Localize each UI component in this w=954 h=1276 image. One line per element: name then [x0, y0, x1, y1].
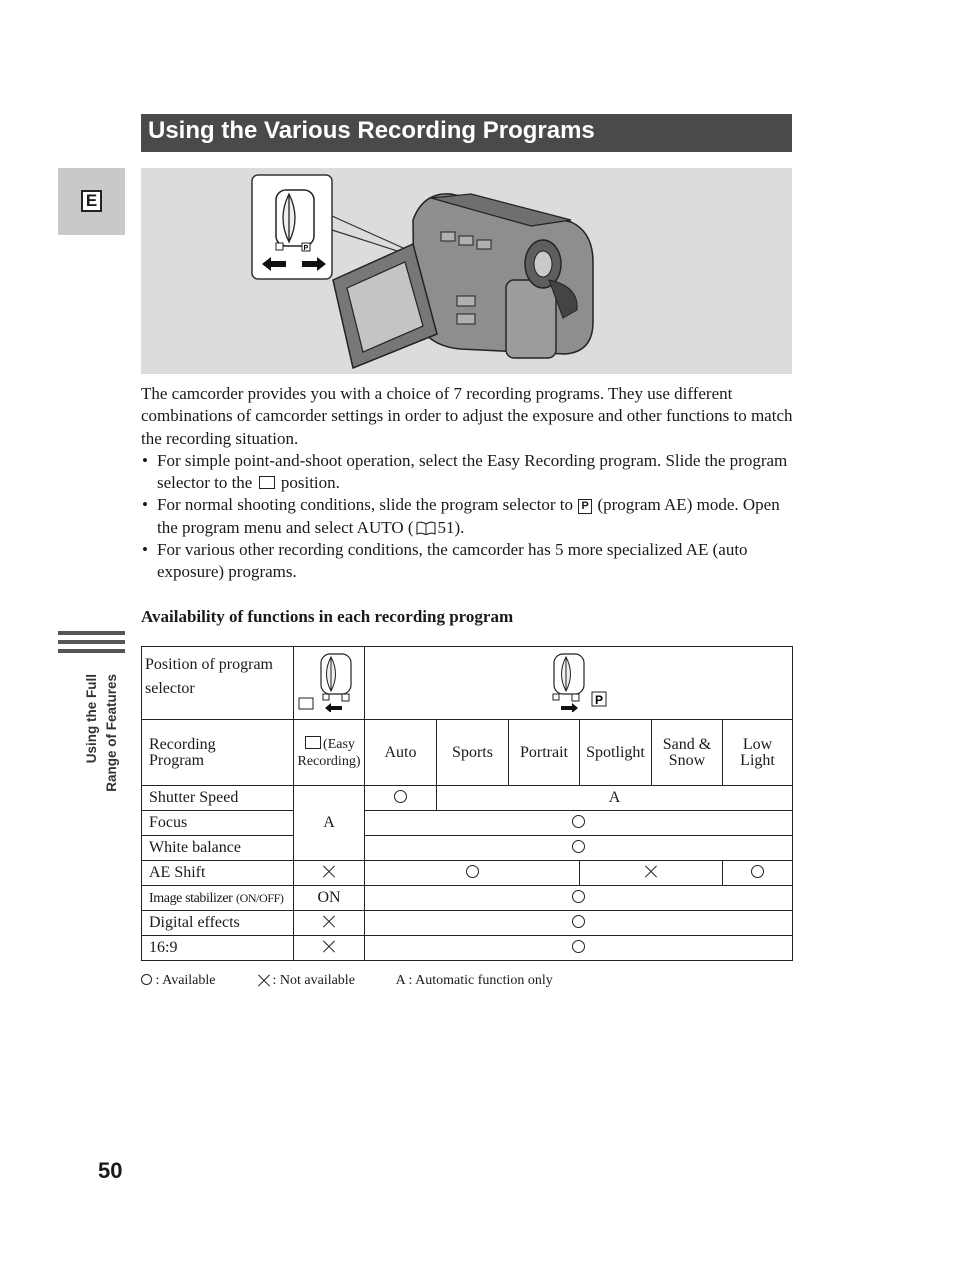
section-side-label	[82, 674, 132, 834]
legend-not-available-text: : Not available	[272, 973, 355, 988]
table-row	[142, 647, 793, 720]
available-mark	[365, 786, 437, 811]
easy-label-1: (Easy	[323, 736, 355, 752]
auto-mark-cell: A	[437, 786, 793, 811]
circle-icon	[572, 840, 585, 853]
camcorder-illustration	[141, 168, 792, 374]
easy-on-cell: ON	[294, 886, 365, 911]
circle-icon	[572, 915, 585, 928]
available-mark	[723, 861, 793, 886]
legend-available	[141, 973, 216, 988]
section-stripes	[58, 631, 125, 658]
selector-easy-icon	[295, 650, 363, 712]
table-row	[142, 811, 793, 836]
intro-paragraph: The camcorder provides you with a choice of 7 recording programs. They use different combinations of camcorder settings in order to adjust the exposure and other functions to match the recording situation.	[141, 384, 793, 448]
feature-white-balance: White balance	[142, 836, 294, 861]
bullet-program-ae	[141, 494, 801, 539]
bullet-2-text: For normal shooting conditions, slide the program selector to	[157, 495, 573, 515]
feature-shutter-speed: Shutter Speed	[142, 786, 294, 811]
program-sand-snow-label: Sand & Snow	[662, 735, 712, 769]
title-bar	[141, 114, 792, 152]
circle-icon	[466, 865, 479, 878]
feature-ae-shift: AE Shift	[142, 861, 294, 886]
bullet-2-mid: (program AE) mode. Open the program menu and select AUTO (	[157, 495, 780, 537]
available-mark	[365, 911, 793, 936]
program-selector-cell	[365, 647, 793, 720]
feature-image-stabilizer	[142, 886, 294, 911]
position-label-cell	[142, 647, 294, 720]
program-sports: Sports	[437, 720, 509, 786]
circle-icon	[394, 790, 407, 803]
svg-text:P: P	[303, 245, 309, 252]
legend-available-text: : Available	[155, 973, 216, 988]
table-legend	[141, 973, 591, 989]
feature-digital-effects: Digital effects	[142, 911, 294, 936]
table-heading: Availability of functions in each recording program	[141, 607, 514, 626]
legend-automatic: A : Automatic function only	[395, 973, 553, 988]
page-title: Using the Various Recording Programs	[148, 117, 595, 144]
program-low-light-label: Low Light	[740, 735, 775, 769]
page-number: 50	[98, 1158, 123, 1183]
not-available-mark	[580, 861, 723, 886]
circle-icon	[572, 940, 585, 953]
program-low-light	[723, 720, 793, 786]
available-mark	[365, 936, 793, 961]
side-label-line2: Range of Features	[104, 674, 119, 792]
available-mark	[365, 836, 793, 861]
easy-recording-icon	[305, 736, 321, 749]
not-available-mark	[294, 911, 365, 936]
circle-icon	[572, 815, 585, 828]
available-mark	[365, 861, 580, 886]
circle-icon	[141, 974, 152, 985]
circle-icon	[572, 890, 585, 903]
not-available-mark	[294, 936, 365, 961]
side-label-line1: Using the Full	[84, 674, 99, 764]
availability-table	[141, 646, 793, 961]
program-label: Recording Program	[149, 735, 216, 769]
body-text	[141, 383, 801, 584]
program-auto: Auto	[365, 720, 437, 786]
table-row	[142, 911, 793, 936]
table-row	[142, 886, 793, 911]
easy-selector-cell	[294, 647, 365, 720]
selector-program-icon	[544, 650, 614, 712]
legend-not-available	[257, 973, 355, 988]
bullet-2-end: 51).	[437, 517, 465, 537]
bullet-1-text: For simple point-and-shoot operation, select the Easy Recording program. Slide the program selector to the	[157, 450, 788, 493]
program-ae-icon: P	[578, 499, 592, 514]
program-label-cell	[142, 720, 294, 786]
position-label: Position of program selector	[145, 656, 273, 697]
cross-icon	[322, 915, 336, 929]
table-row	[142, 836, 793, 861]
program-portrait: Portrait	[509, 720, 580, 786]
table-row	[142, 936, 793, 961]
table-row	[142, 861, 793, 886]
camcorder-drawing	[141, 168, 792, 374]
feature-16-9: 16:9	[142, 936, 294, 961]
feature-focus: Focus	[142, 811, 294, 836]
cross-icon	[322, 865, 336, 879]
table-row	[142, 786, 793, 811]
program-sand-snow	[652, 720, 723, 786]
book-reference-icon	[416, 521, 436, 535]
stabilizer-suffix: (ON/OFF)	[236, 891, 284, 905]
bullet-3-text: For various other recording conditions, the camcorder has 5 more specialized AE (auto exposure) programs.	[157, 540, 748, 582]
selector-p-letter: P	[594, 692, 603, 707]
easy-label-2: Recording)	[297, 753, 361, 769]
language-tab	[58, 168, 125, 235]
easy-recording-cell	[294, 720, 365, 786]
table-row	[142, 720, 793, 786]
available-mark	[365, 886, 793, 911]
stabilizer-label: Image stabilizer	[149, 891, 233, 906]
circle-icon	[751, 865, 764, 878]
cross-icon	[322, 940, 336, 954]
bullet-1-end: position.	[280, 473, 340, 493]
language-letter: E	[81, 190, 102, 212]
not-available-mark	[294, 861, 365, 886]
bullet-easy-recording	[141, 450, 801, 495]
program-spotlight: Spotlight	[580, 720, 652, 786]
easy-auto-cell: A	[294, 786, 365, 861]
side-label-text	[82, 674, 122, 834]
cross-icon	[644, 865, 658, 879]
available-mark	[365, 811, 793, 836]
cross-icon	[257, 974, 269, 986]
bullet-list	[141, 450, 801, 584]
easy-recording-icon	[259, 476, 275, 489]
bullet-specialized-ae	[141, 539, 801, 584]
